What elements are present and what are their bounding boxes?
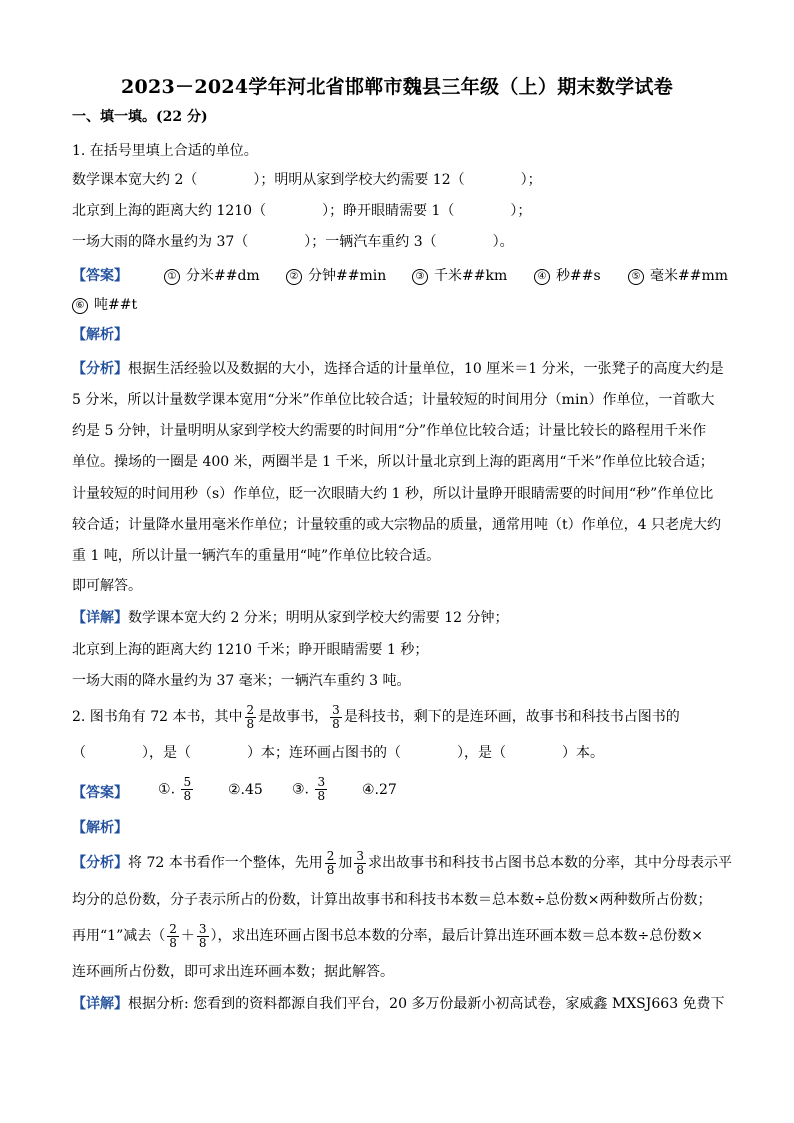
q1-detail-line: 一场大雨的降水量约为 37 毫米；一辆汽车重约 3 吨。 — [72, 673, 411, 689]
answer-item: ④ 秒##s — [534, 265, 601, 285]
q2-stem-line-2: （ ），是（ ）本；连环画占图书的（ ），是（ ）本。 — [72, 745, 604, 761]
q1-analysis-line: 计量较短的时间用秒（s）作单位，眨一次眼睛大约 1 秒，所以计量睁开眼睛需要的时间用“秒”作单位比 — [72, 486, 714, 502]
q2-analysis-line: 再用“1”减去（ $\frac{2}{8}$ ＋ $\frac{3}{8}$ ），求出连环画占图书总本数的分率，最后计算出连环画本数＝总本数÷总份数× — [72, 921, 703, 950]
q1-analysis-line: 单位。操场的一圈是 400 米，两圈半是 1 千米，所以计量北京到上海的距离用“千米”作单位比较合适； — [72, 454, 714, 470]
q1-analysis-line: 重 1 吨，所以计量一辆汽车的重量用“吨”作单位比较合适。 — [72, 548, 441, 564]
answer-item: ②.45 — [228, 782, 263, 798]
q1-line-3: 一场大雨的降水量约为 37（ ）；一辆汽车重约 3（ ）。 — [72, 234, 514, 250]
q2-analysis-line: 均分的总份数，分子表示所占的份数，计算出故事书和科技书本数＝总本数÷总份数×两种数所占份数； — [72, 892, 712, 908]
q1-answer-row — [72, 265, 732, 287]
answer-item: ⑤ 毫米##mm — [628, 265, 728, 285]
q2-stem: 2. 图书角有 72 本书，其中 $\frac{2}{8}$ 是故事书， $\frac{3}{8}$ 是科技书，剩下的是连环画，故事书和科技书占图书的 — [72, 702, 680, 731]
answer-item: ④.27 — [362, 782, 397, 798]
q2-detail-line: 【详解】根据分析: 您看到的资料都源自我们平台，20 多万份最新小初高试卷，家威鑫 MXSJ663 免费下 — [72, 996, 725, 1012]
answer-item: ② 分钟##min — [286, 265, 386, 285]
q1-detail-line: 北京到上海的距离大约 1210 千米；睁开眼睛需要 1 秒； — [72, 642, 429, 658]
q1-line-1: 数学课本宽大约 2（ ）；明明从家到学校大约需要 12（ ）； — [72, 172, 542, 188]
answer-item: ③ 千米##km — [412, 265, 507, 285]
section-heading: 一、填一填。(22 分) — [72, 109, 208, 125]
q2-analysis-label: 【解析】 — [72, 820, 128, 836]
q1-analysis-line: 【分析】根据生活经验以及数据的大小，选择合适的计量单位，10 厘米＝1 分米，一张凳子的高度大约是 — [72, 361, 724, 377]
q1-stem: 1. 在括号里填上合适的单位。 — [72, 143, 258, 159]
q1-analysis-line: 较合适；计量降水量用毫米作单位；计量较重的或大宗物品的质量，通常用吨（t）作单位，4 只老虎大约 — [72, 517, 721, 533]
q2-answer-row — [72, 776, 492, 810]
q1-analysis-line: 约是 5 分钟，计量明明从家到学校大约需要的时间用“分”作单位比较合适；计量比较长的路程用千米作 — [72, 423, 707, 439]
q2-analysis-line: 连环画所占份数，即可求出连环画本数；据此解答。 — [72, 964, 394, 980]
q1-line-2: 北京到上海的距离大约 1210（ ）；睁开眼睛需要 1（ ）； — [72, 203, 532, 219]
answer-item: ① 分米##dm — [164, 265, 260, 285]
q1-analysis-label: 【解析】 — [72, 327, 128, 343]
q1-analysis-line: 即可解答。 — [72, 578, 142, 594]
q1-analysis-line: 5 分米，所以计量数学课本宽用“分米”作单位比较合适；计量较短的时间用分（min）作单位，一首歌大 — [72, 392, 715, 408]
answer-item: ①. $\frac{5}{8}$ — [158, 775, 192, 803]
answer-label: 【答案】 — [72, 785, 128, 801]
q2-analysis-line: 【分析】将 72 本书看作一个整体，先用 $\frac{2}{8}$ 加 $\frac{3}{8}$ 求出故事书和科技书占图书总本数的分率，其中分母表示平 — [72, 848, 732, 877]
answer-item: ③. $\frac{3}{8}$ — [292, 775, 326, 803]
answer-label: 【答案】 — [72, 268, 128, 284]
answer-item: ⑥ 吨##t — [72, 294, 137, 314]
page-title: 2023－2024学年河北省邯郸市魏县三年级（上）期末数学试卷 — [120, 76, 674, 98]
q1-detail-line: 【详解】数学课本宽大约 2 分米；明明从家到学校大约需要 12 分钟； — [72, 610, 509, 626]
